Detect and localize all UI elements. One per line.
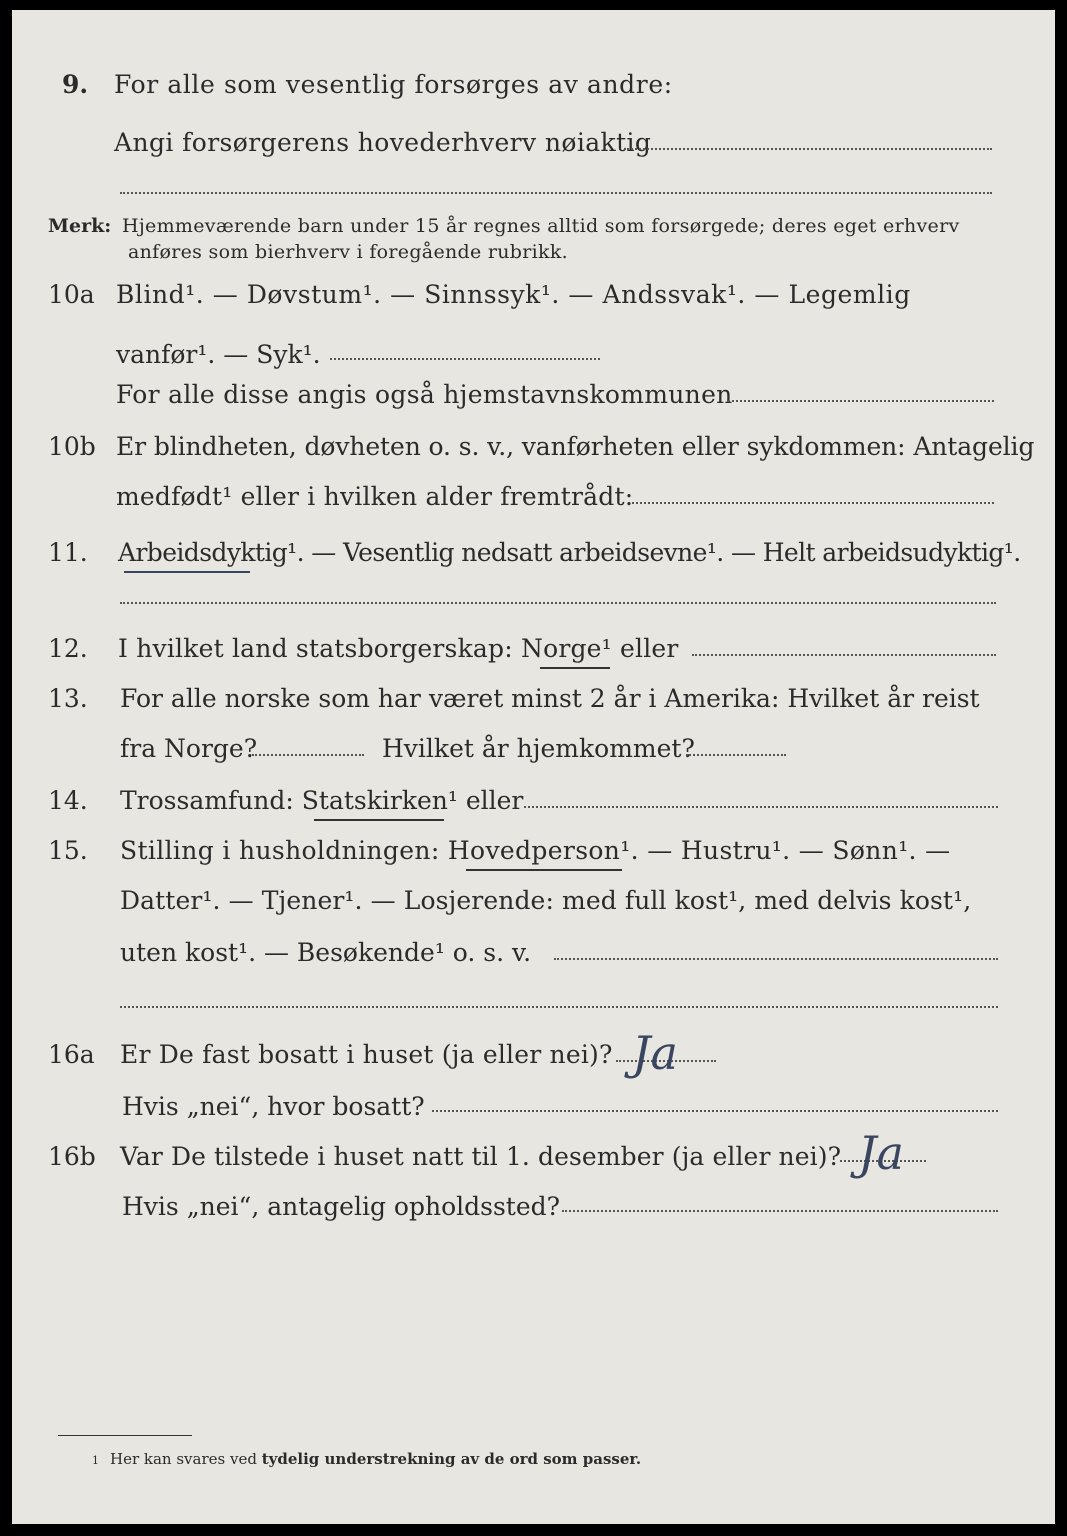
q15-line-1: Stilling i husholdningen: Hovedperson¹. — Hustru¹. — Sønn¹. — [120, 836, 951, 865]
census-form-page [12, 10, 1055, 1524]
q13-departed-label: fra Norge? [120, 734, 258, 763]
q15-line-2: Datter¹. — Tjener¹. — Losjerende: med full kost¹, med delvis kost¹, [120, 886, 972, 915]
merk-line-1: Hjemmeværende barn under 15 år regnes alltid som forsørgede; deres eget erhverv [122, 215, 960, 237]
q10a-line-3: For alle disse angis også hjemstavnskommunen [116, 380, 733, 409]
q9-number: 9. [62, 70, 89, 99]
q13-number: 13. [48, 684, 88, 713]
footnote-text-bold: tydelig understrekning av de ord som passer. [261, 1450, 642, 1468]
q13-line-1: For alle norske som har været minst 2 år i Amerika: Hvilket år reist [120, 684, 980, 713]
q16b-handwritten-answer: Ja [858, 1126, 904, 1180]
q15-answer-line-2[interactable] [120, 1006, 998, 1008]
footnote-text [110, 1450, 641, 1468]
q12-norge-underline [540, 667, 610, 669]
q9-title: For alle som vesentlig forsørges av andre: [114, 70, 673, 99]
q11-number: 11. [48, 538, 88, 567]
q10a-municipality-answer-line[interactable] [728, 400, 994, 402]
q16b-number: 16b [48, 1142, 96, 1171]
q10b-answer-line[interactable] [632, 502, 994, 504]
q10a-number: 10a [48, 280, 95, 309]
q14-answer-line[interactable] [524, 806, 998, 808]
q15-number: 15. [48, 836, 88, 865]
q9-line: Angi forsørgerens hovederhverv nøiaktig [114, 128, 652, 157]
q13-returned-answer-line[interactable] [686, 754, 786, 756]
q9-answer-line[interactable] [624, 148, 992, 150]
q14-statskirken-underline [314, 819, 444, 821]
q10a-sick-answer-line[interactable] [330, 358, 600, 360]
footnote-rule [58, 1435, 192, 1436]
q15-answer-line[interactable] [554, 958, 998, 960]
q16b-whereabouts-answer-line[interactable] [562, 1210, 998, 1212]
footnote-mark: 1 [92, 1454, 99, 1467]
q10b-number: 10b [48, 432, 96, 461]
q10a-line-2: vanfør¹. — Syk¹. [116, 340, 321, 369]
q14-line-1: Trossamfund: Statskirken¹ eller [120, 786, 524, 815]
q16b-line-1: Var De tilstede i huset natt til 1. desember (ja eller nei)? [120, 1142, 842, 1171]
q11-answer-line[interactable] [120, 602, 996, 604]
q14-number: 14. [48, 786, 88, 815]
footnote-text-regular: Her kan svares ved [110, 1450, 257, 1468]
q10a-line-1: Blind¹. — Døvstum¹. — Sinnssyk¹. — Andssvak¹. — Legemlig [116, 280, 911, 309]
q16a-line-2: Hvis „nei“, hvor bosatt? [122, 1092, 425, 1121]
q16a-residence-answer-line[interactable] [432, 1110, 998, 1112]
q12-number: 12. [48, 634, 88, 663]
merk-line-2: anføres som bierhverv i foregående rubrikk. [128, 241, 568, 263]
q11-line-1: Arbeidsdyktig¹. — Vesentlig nedsatt arbeidsevne¹. — Helt arbeidsudyktig¹. [118, 538, 1021, 567]
q9-answer-line-2[interactable] [120, 192, 992, 194]
q15-hovedperson-underline [466, 869, 622, 871]
q10b-line-2: medfødt¹ eller i hvilken alder fremtrådt: [116, 482, 634, 511]
q16a-handwritten-answer: Ja [632, 1026, 678, 1080]
merk-label: Merk: [48, 215, 112, 237]
q11-handwritten-underline [124, 571, 250, 573]
q16b-line-2: Hvis „nei“, antagelig opholdssted? [122, 1192, 561, 1221]
q16a-line-1: Er De fast bosatt i huset (ja eller nei)? [120, 1040, 613, 1069]
q13-departed-answer-line[interactable] [252, 754, 364, 756]
q13-returned-label: Hvilket år hjemkommet? [382, 734, 695, 763]
q16a-number: 16a [48, 1040, 95, 1069]
q12-line-1: I hvilket land statsborgerskap: Norge¹ eller [118, 634, 679, 663]
q12-answer-line[interactable] [692, 654, 996, 656]
q15-line-3: uten kost¹. — Besøkende¹ o. s. v. [120, 938, 532, 967]
q10b-line-1: Er blindheten, døvheten o. s. v., vanførheten eller sykdommen: Antagelig [116, 432, 1035, 461]
